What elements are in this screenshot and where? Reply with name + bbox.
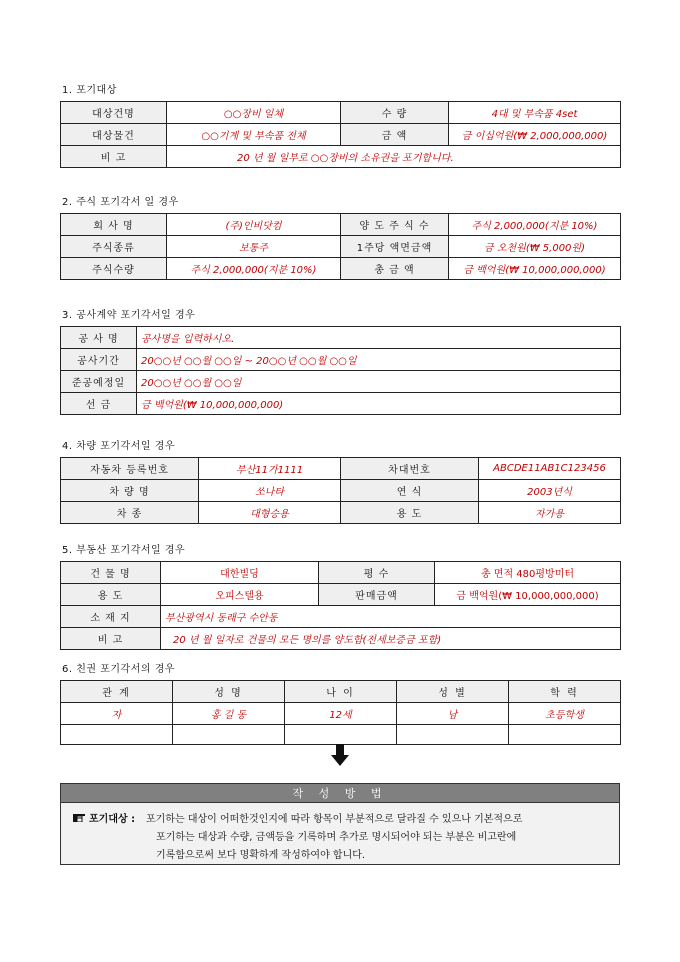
- table-cell[interactable]: 초등학생: [509, 703, 621, 725]
- field-label: 차대번호: [341, 458, 479, 480]
- section-title-custody: 6. 친권 포기각서의 경우: [62, 664, 176, 675]
- address-label: 소 재 지: [61, 606, 161, 628]
- table-cell[interactable]: [509, 725, 621, 745]
- field-value[interactable]: 대한빌딩: [161, 562, 319, 584]
- down-arrow-icon: [331, 744, 349, 766]
- table-row: [61, 214, 621, 236]
- field-value[interactable]: 오피스텔용: [161, 584, 319, 606]
- table-header-row: [61, 681, 621, 703]
- table-row: [61, 258, 621, 280]
- field-label: 용 도: [341, 502, 479, 524]
- field-label: 수 량: [341, 102, 449, 124]
- table-row: [61, 349, 621, 371]
- field-label: 대상물건: [61, 124, 167, 146]
- table-row: [61, 562, 621, 584]
- table-row: [61, 480, 621, 502]
- table-row: [61, 703, 621, 725]
- table-row: [61, 584, 621, 606]
- howto-text-line: 포기하는 대상과 수량, 금액등을 기록하며 추가로 명시되어야 되는 부분은 비고란에: [156, 832, 517, 843]
- field-value[interactable]: (주)인비닷컴: [167, 214, 341, 236]
- section-title-stock: 2. 주식 포기각서 일 경우: [62, 197, 179, 208]
- table-row: [61, 628, 621, 650]
- construction-table: [60, 326, 621, 415]
- howto-text-line: 기록함으로써 보다 명확하게 작성하여야 합니다.: [156, 850, 366, 861]
- field-label: 연 식: [341, 480, 479, 502]
- table-row: [61, 502, 621, 524]
- field-value[interactable]: 금 이십억원(₩ 2,000,000,000): [449, 124, 621, 146]
- table-row-empty: [61, 725, 621, 745]
- field-label: 자동차 등록번호: [61, 458, 199, 480]
- howto-box: [60, 803, 620, 865]
- custody-table: [60, 680, 621, 745]
- table-cell[interactable]: 자: [61, 703, 173, 725]
- target-table: [60, 101, 621, 168]
- section-title-target: 1. 포기대상: [62, 85, 117, 96]
- field-value[interactable]: 금 백억원(₩ 10,000,000,000): [449, 258, 621, 280]
- field-label: 차 량 명: [61, 480, 199, 502]
- field-label: 공 사 명: [61, 327, 137, 349]
- table-cell[interactable]: 홍 길 동: [173, 703, 285, 725]
- column-header: 나 이: [285, 681, 397, 703]
- section-title-vehicle: 4. 차량 포기각서일 경우: [62, 441, 176, 452]
- column-header: 성 명: [173, 681, 285, 703]
- field-label: 건 물 명: [61, 562, 161, 584]
- field-value[interactable]: 금 백억원(₩ 10,000,000,000): [435, 584, 621, 606]
- field-value[interactable]: 총 면적 480평방미터: [435, 562, 621, 584]
- table-row: [61, 327, 621, 349]
- stock-table: [60, 213, 621, 280]
- field-value[interactable]: 금 백억원(₩ 10,000,000,000): [137, 393, 621, 415]
- field-value[interactable]: 쏘나타: [199, 480, 341, 502]
- field-label: 회 사 명: [61, 214, 167, 236]
- column-header: 학 력: [509, 681, 621, 703]
- table-row: [61, 458, 621, 480]
- field-value[interactable]: 주식 2,000,000(지분 10%): [449, 214, 621, 236]
- field-label: 총 금 액: [341, 258, 449, 280]
- field-value[interactable]: 주식 2,000,000(지분 10%): [167, 258, 341, 280]
- table-cell[interactable]: [285, 725, 397, 745]
- column-header: 성 별: [397, 681, 509, 703]
- field-value[interactable]: ABCDE11AB1C123456: [479, 458, 621, 480]
- field-value[interactable]: 대형승용: [199, 502, 341, 524]
- table-cell[interactable]: 남: [397, 703, 509, 725]
- field-value[interactable]: 2003년식: [479, 480, 621, 502]
- field-value[interactable]: ○○기계 및 부속품 전체: [167, 124, 341, 146]
- field-value[interactable]: 4대 및 부속품 4set: [449, 102, 621, 124]
- field-value[interactable]: 부산11가1111: [199, 458, 341, 480]
- vehicle-table: [60, 457, 621, 524]
- field-label: 1주당 액면금액: [341, 236, 449, 258]
- field-value[interactable]: 금 오천원(₩ 5,000원): [449, 236, 621, 258]
- field-label: 양 도 주 식 수: [341, 214, 449, 236]
- remark-label: 비 고: [61, 628, 161, 650]
- table-cell[interactable]: [61, 725, 173, 745]
- howto-title: 작 성 방 법: [60, 783, 620, 803]
- table-row: [61, 393, 621, 415]
- field-label: 평 수: [319, 562, 435, 584]
- field-label: 선 금: [61, 393, 137, 415]
- field-value[interactable]: 자가용: [479, 502, 621, 524]
- field-label: 금 액: [341, 124, 449, 146]
- field-label: 주식종류: [61, 236, 167, 258]
- field-value[interactable]: 20○○년 ○○월 ○○일: [137, 371, 621, 393]
- field-label: 용 도: [61, 584, 161, 606]
- field-label: 판매금액: [319, 584, 435, 606]
- column-header: 관 계: [61, 681, 173, 703]
- table-row: [61, 102, 621, 124]
- table-row: [61, 124, 621, 146]
- field-value[interactable]: 보통주: [167, 236, 341, 258]
- pointing-hand-icon: [73, 811, 85, 822]
- address-value[interactable]: 부산광역시 동래구 수안동: [161, 606, 621, 628]
- table-row: [61, 236, 621, 258]
- field-label: 준공예정일: [61, 371, 137, 393]
- realestate-table: [60, 561, 621, 650]
- field-value[interactable]: 공사명을 입력하시오.: [137, 327, 621, 349]
- table-cell[interactable]: 12세: [285, 703, 397, 725]
- field-label: 차 종: [61, 502, 199, 524]
- table-row: [61, 146, 621, 168]
- field-label: 주식수량: [61, 258, 167, 280]
- field-value[interactable]: 20○○년 ○○월 ○○일 ~ 20○○년 ○○월 ○○일: [137, 349, 621, 371]
- table-cell[interactable]: [397, 725, 509, 745]
- table-row: [61, 606, 621, 628]
- field-label: 대상건명: [61, 102, 167, 124]
- remark-value[interactable]: 20 년 월 일자로 건물의 모든 명의를 양도함(전세보증금 포함): [161, 628, 621, 650]
- field-label: 공사기간: [61, 349, 137, 371]
- table-row: [61, 371, 621, 393]
- section-title-construction: 3. 공사계약 포기각서일 경우: [62, 310, 196, 321]
- remark-label: 비 고: [61, 146, 167, 168]
- field-value[interactable]: ○○장비 일체: [167, 102, 341, 124]
- remark-value[interactable]: 20 년 월 일부로 ○○장비의 소유권을 포기합니다.: [167, 146, 621, 168]
- howto-term: 포기대상 :: [89, 814, 136, 825]
- section-title-realestate: 5. 부동산 포기각서일 경우: [62, 545, 186, 556]
- table-cell[interactable]: [173, 725, 285, 745]
- howto-text-line: 포기하는 대상이 어떠한것인지에 따라 항목이 부분적으로 달라질 수 있으나 기본적으로: [146, 814, 523, 825]
